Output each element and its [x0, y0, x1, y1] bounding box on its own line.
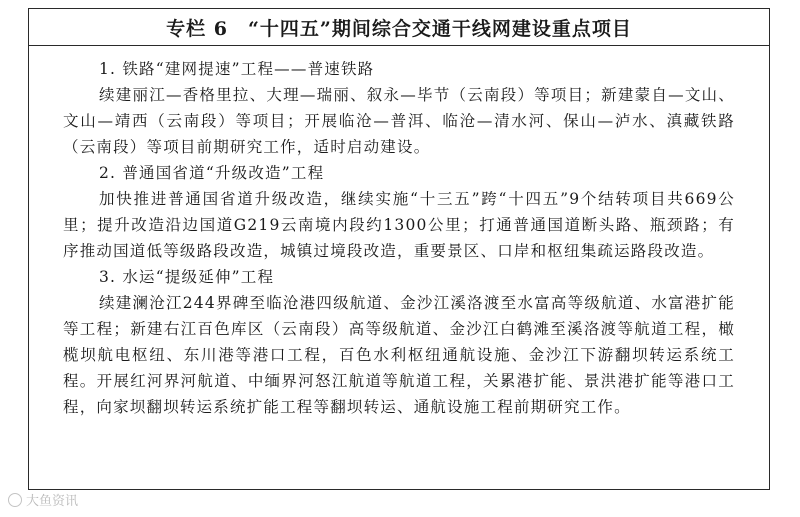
- circle-logo-icon: [8, 493, 22, 507]
- column-content: [29, 46, 769, 420]
- column-label: 专栏 6: [166, 17, 228, 40]
- watermark-text: 大鱼资讯: [26, 494, 79, 509]
- section-heading: 1. 铁路“建网提速”工程——普速铁路: [99, 60, 375, 78]
- section-waterway: [63, 264, 735, 420]
- section-heading: 3. 水运“提级延伸”工程: [99, 268, 275, 286]
- column-title-bar: [29, 9, 769, 46]
- watermark: [8, 490, 78, 509]
- section-railway: [63, 56, 735, 160]
- column-box: [28, 8, 770, 490]
- section-heading: 2. 普通国省道“升级改造”工程: [99, 164, 325, 182]
- section-body: 续建澜沧江244界碑至临沧港四级航道、金沙江溪洛渡至水富高等级航道、水富港扩能等工程；新建右江百色库区（云南段）高等级航道、金沙江白鹤滩至溪洛渡等航道工程，橄榄坝航电枢纽、东川港等港口工程，百色水利枢纽通航设施、金沙江下游翻坝转运系统工程。开展红河界河航道、中缅界河怒江航道等航道工程，关累港扩能、景洪港扩能等港口工程，向家坝翻坝转运系统扩能工程等翻坝转运、通航设施工程前期研究工作。: [63, 294, 735, 416]
- section-body: 加快推进普通国省道升级改造，继续实施“十三五”跨“十四五”9个结转项目共669公里；提升改造沿边国道G219云南境内段约1300公里；打通普通国道断头路、瓶颈路；有序推动国道低等级路段改造，城镇过境段改造，重要景区、口岸和枢纽集疏运路段改造。: [63, 190, 735, 260]
- section-body: 续建丽江—香格里拉、大理—瑞丽、叙永—毕节（云南段）等项目；新建蒙自—文山、文山—靖西（云南段）等项目；开展临沧—普洱、临沧—清水河、保山—泸水、滇藏铁路（云南段）等项目前期研究工作，适时启动建设。: [63, 86, 735, 156]
- section-highway: [63, 160, 735, 264]
- column-title: “十四五”期间综合交通干线网建设重点项目: [247, 17, 632, 40]
